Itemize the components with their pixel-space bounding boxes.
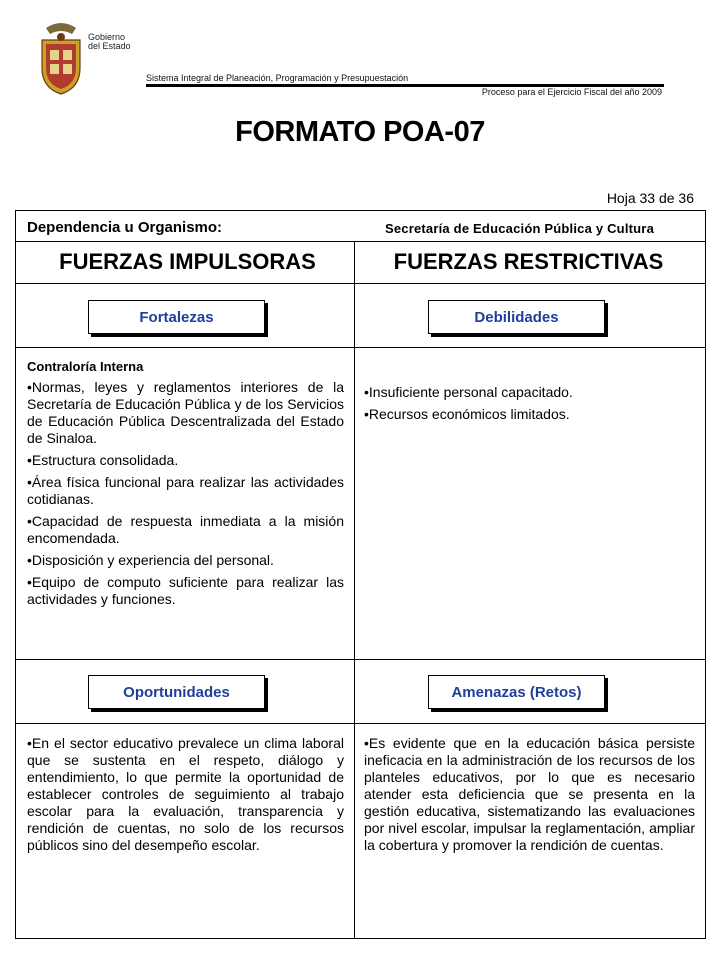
divider-line <box>15 659 706 660</box>
list-item: •Insuficiente personal capacitado. <box>364 384 573 400</box>
dependency-value: Secretaría de Educación Pública y Cultura <box>384 221 654 236</box>
threats-content <box>364 735 695 859</box>
threats-box: Amenazas (Retos) <box>428 675 605 709</box>
list-item: •Estructura consolidada. <box>27 452 179 468</box>
unit-subheading: Contraloría Interna <box>27 359 144 374</box>
list-item: •Disposición y experiencia del personal. <box>27 552 274 568</box>
divider-line <box>15 241 706 242</box>
system-name: Sistema Integral de Planeación, Programación y Presupuestación <box>146 73 409 83</box>
divider-line <box>15 283 706 284</box>
list-item: •Recursos económicos limitados. <box>364 406 570 422</box>
list-item: •Área física funcional para realizar las actividades cotidianas. <box>27 474 344 507</box>
gov-line-2: del Estado <box>88 41 131 51</box>
gov-line-1: Gobierno <box>88 32 126 42</box>
opportunities-content <box>27 735 344 859</box>
weaknesses-box: Debilidades <box>428 300 605 334</box>
list-item: •Equipo de computo suficiente para realizar las actividades y funciones. <box>27 574 344 607</box>
list-item: •En el sector educativo prevalece un clima laboral que se sustenta en el respeto, diálogo y entendimiento, lo que permite la oportunidad de establecer controles de seguimiento al trabajo escolar para la evaluación, transparencia y rendición de cuentas, no solo de los recursos públicos sino del desempeño escolar. <box>27 735 344 853</box>
list-item: •Capacidad de respuesta inmediata a la misión encomendada. <box>27 513 344 546</box>
state-seal-logo <box>36 18 86 96</box>
divider-line <box>15 723 706 724</box>
driving-forces-heading: FUERZAS IMPULSORAS <box>59 249 316 274</box>
opportunities-box: Oportunidades <box>88 675 265 709</box>
list-item: •Es evidente que en la educación básica persiste ineficacia en la administración de los recursos de los planteles educativos, por lo que es necesario atender esta deficiencia que se presenta en la gestión educativa, sistematizando las evaluaciones por nivel escolar, impulsar la reglamentación, ampliar la cobertura y promover la rendición de cuentas. <box>364 735 695 853</box>
column-divider <box>354 241 355 939</box>
divider-line <box>15 347 706 348</box>
strengths-content <box>27 358 344 613</box>
strengths-box: Fortalezas <box>88 300 265 334</box>
process-year: Proceso para el Ejercicio Fiscal del año 2009 <box>481 87 662 97</box>
weaknesses-content <box>364 384 694 428</box>
page-number: Hoja 33 de 36 <box>606 190 694 206</box>
dependency-label: Dependencia u Organismo: <box>27 219 223 236</box>
restraining-forces-heading: FUERZAS RESTRICTIVAS <box>393 249 664 274</box>
list-item: •Normas, leyes y reglamentos interiores de la Secretaría de Educación Pública y de los Servicios de Educación Pública Descentralizada del Estado de Sinaloa. <box>27 379 344 446</box>
document-title: FORMATO POA-07 <box>235 116 485 148</box>
government-label <box>88 33 131 51</box>
